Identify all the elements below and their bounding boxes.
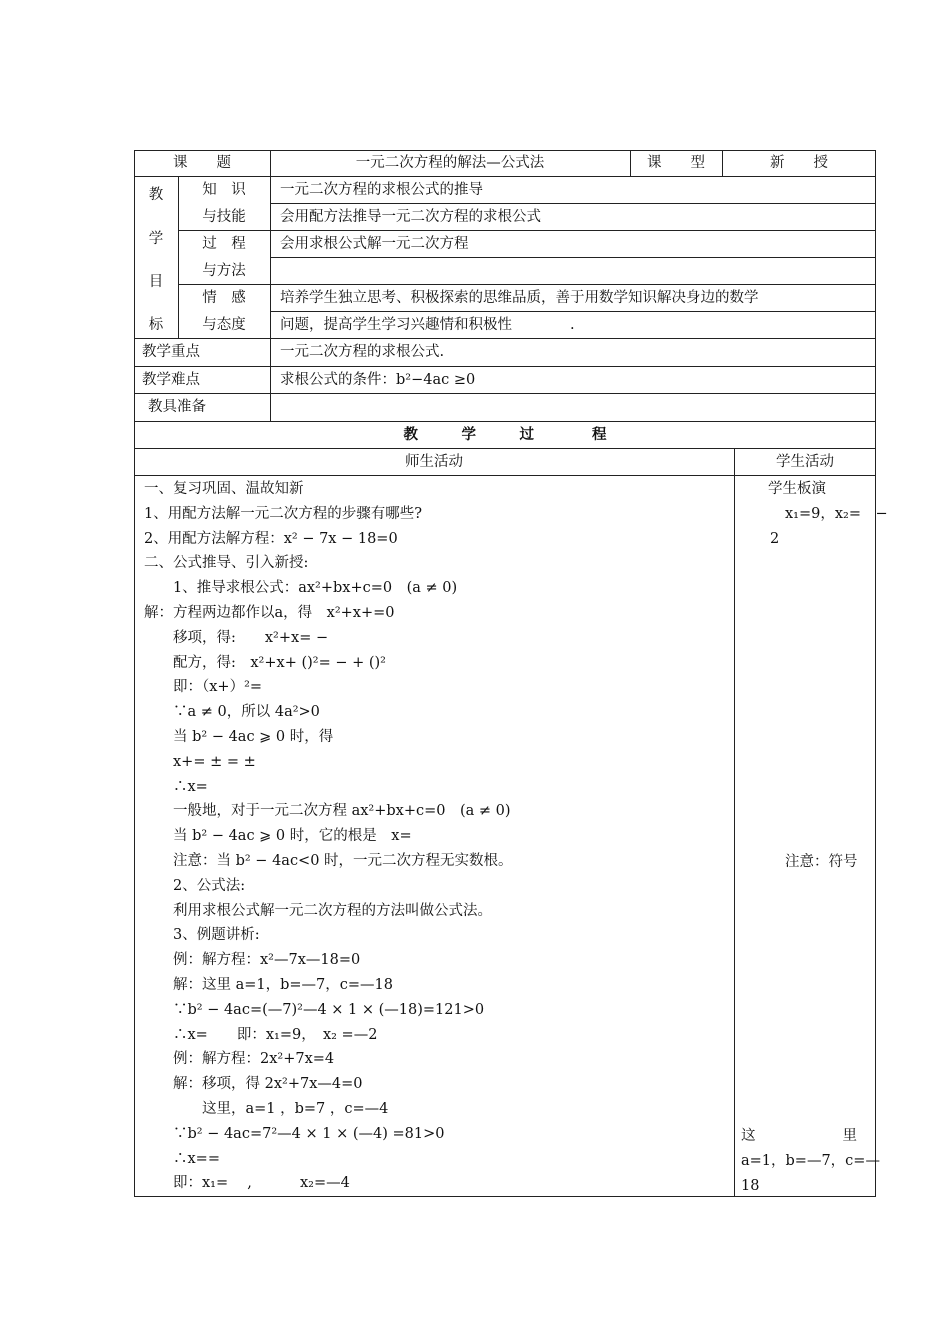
teacher-line: x+= ± = ± — [144, 753, 256, 770]
objectives-side-label: 目 — [148, 274, 164, 290]
row-divider — [134, 421, 876, 422]
row-divider — [178, 230, 876, 231]
type-value: 新 授 — [770, 155, 828, 171]
teacher-line: ∴x== — [144, 1150, 220, 1167]
process-label: 过 程 — [202, 236, 246, 252]
lesson-label: 课 题 — [173, 155, 231, 171]
teacher-line: 1、推导求根公式：ax²+bx+c=0 (a ≠ 0) — [144, 580, 458, 597]
teacher-line: 2、用配方法解方程：x² − 7x − 18=0 — [144, 530, 398, 547]
teacher-line: ∵b² − 4ac=(—7)²—4 × 1 × (—18)=121>0 — [144, 1001, 485, 1018]
row-divider — [134, 338, 876, 339]
type-label: 课 型 — [647, 155, 705, 171]
key-point-text: 一元二次方程的求根公式. — [280, 344, 445, 360]
row-divider — [134, 176, 876, 177]
teacher-line: 当 b² − 4ac ⩾ 0 时，它的根是 x= — [144, 828, 412, 845]
student-here-line: 18 — [741, 1178, 760, 1194]
teacher-line: 解：移项，得 2x²+7x—4=0 — [144, 1076, 363, 1093]
teacher-line: 一、复习巩固、温故知新 — [144, 481, 304, 497]
teacher-line: 利用求根公式解一元二次方程的方法叫做公式法。 — [144, 902, 492, 919]
emotion-label: 与态度 — [202, 317, 246, 333]
row-divider — [134, 393, 876, 394]
teacher-line: 当 b² − 4ac ⩾ 0 时，得 — [144, 729, 334, 745]
teacher-line: 一般地，对于一元二次方程 ax²+bx+c=0 (a ≠ 0) — [144, 803, 511, 820]
col-divider — [178, 176, 179, 338]
student-here-line: 这 里 — [741, 1128, 857, 1144]
difficulty-text: 求根公式的条件：b²−4ac ≥0 — [280, 372, 476, 388]
knowledge-label: 知 识 — [202, 182, 246, 198]
teacher-line: 2、公式法: — [144, 877, 246, 894]
lesson-title: 一元二次方程的解法—公式法 — [355, 155, 545, 171]
col-divider — [270, 150, 271, 421]
row-divider — [134, 366, 876, 367]
objectives-side-label: 教 — [148, 187, 164, 203]
row-divider — [134, 448, 876, 449]
teacher-line: ∵a ≠ 0，所以 4a²>0 — [144, 704, 320, 721]
row-divider — [270, 203, 876, 204]
col-divider — [734, 448, 735, 1197]
teacher-line: 配方，得: x²+x+ ()²= − + ()² — [144, 654, 386, 671]
knowledge-text: 一元二次方程的求根公式的推导 — [280, 182, 483, 198]
teacher-line: 解：方程两边都作以a，得 x²+x+=0 — [144, 605, 395, 621]
teacher-line: 3、例题讲析: — [144, 927, 260, 944]
student-activity-header: 学生活动 — [776, 454, 834, 470]
process-text: 会用求根公式解一元二次方程 — [280, 236, 469, 252]
student-roots-line: x₁=9，x₂= − — [785, 506, 888, 522]
process-title: 教 学 过 程 — [403, 426, 607, 443]
emotion-text: 培养学生独立思考、积极探索的思维品质，善于用数学知识解决身边的数学 — [280, 290, 759, 306]
row-divider — [270, 311, 876, 312]
teacher-line: ∴x= — [144, 778, 208, 795]
teacher-line: ∵b² − 4ac=7²—4 × 1 × (—4) =81>0 — [144, 1125, 445, 1142]
knowledge-label: 与技能 — [202, 209, 246, 225]
emotion-label: 情 感 — [202, 290, 246, 306]
teacher-line: 例：解方程：2x²+7x=4 — [144, 1051, 335, 1068]
student-board-note: 学生板演 — [768, 481, 826, 497]
knowledge-text: 会用配方法推导一元二次方程的求根公式 — [280, 209, 541, 225]
teacher-line: 解：这里 a=1，b=—7，c=—18 — [144, 977, 394, 993]
difficulty-label: 教学难点 — [142, 372, 200, 388]
row-divider — [134, 475, 876, 476]
teacher-line: 二、公式推导、引入新授: — [144, 555, 309, 572]
student-roots-line: 2 — [770, 531, 780, 547]
objectives-side-label: 学 — [148, 231, 164, 247]
key-point-label: 教学重点 — [142, 344, 200, 360]
row-divider — [178, 284, 876, 285]
objectives-side-label: 标 — [148, 317, 164, 333]
teacher-activity-header: 师生活动 — [405, 454, 463, 470]
teacher-line: 这里，a=1 ，b=7 ，c=—4 — [144, 1101, 389, 1117]
teacher-line: ∴x= 即：x₁=9， x₂ =—2 — [144, 1026, 378, 1043]
emotion-text: 问题，提高学生学习兴趣情和积极性 . — [280, 317, 575, 333]
process-label: 与方法 — [202, 263, 246, 279]
teacher-line: 1、用配方法解一元二次方程的步骤有哪些? — [144, 505, 422, 522]
teacher-line: 即：（x+）²= — [144, 679, 263, 696]
teacher-line: 注意：当 b² − 4ac<0 时，一元二次方程无实数根。 — [144, 853, 513, 869]
student-here-line: a=1，b=—7，c=— — [741, 1153, 880, 1169]
student-sign-note: 注意：符号 — [785, 854, 858, 870]
teacher-line: 即：x₁= , x₂=—4 — [144, 1175, 350, 1192]
tools-label: 教具准备 — [148, 399, 206, 415]
row-divider — [270, 257, 876, 258]
teacher-line: 例：解方程：x²—7x—18=0 — [144, 952, 361, 969]
teacher-line: 移项，得: x²+x= − — [144, 629, 329, 646]
